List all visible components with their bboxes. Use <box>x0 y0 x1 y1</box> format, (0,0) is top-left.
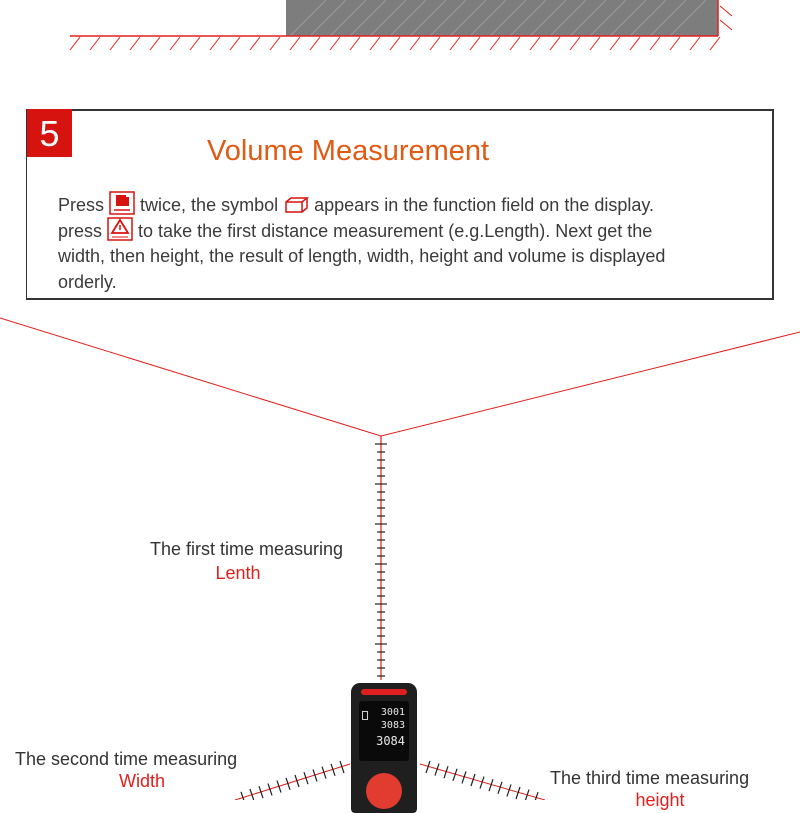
battery-icon <box>362 711 368 720</box>
step-number-badge: 5 <box>27 109 72 157</box>
third-measure-dimension: height <box>635 790 685 810</box>
first-measure-dimension: Lenth <box>215 563 261 583</box>
wall-block <box>286 0 718 36</box>
device-reading-1: 3001 <box>380 707 405 718</box>
instruction-text <box>58 191 758 295</box>
function-button-icon <box>109 191 135 215</box>
left-wall-edge <box>0 318 381 436</box>
right-wall-edge <box>381 332 800 436</box>
instruction-line-1: Press twice, the symbol appears in the function field on the display. <box>58 191 758 217</box>
volume-symbol-icon <box>283 195 309 215</box>
left-tick-marks <box>241 761 344 800</box>
right-tick-marks <box>426 761 538 800</box>
device-screen <box>359 701 409 761</box>
first-measure-label: The first time measuring <box>150 539 344 559</box>
device-top-accent <box>361 689 407 695</box>
device-reading-3: 3084 <box>376 734 405 748</box>
third-measure-label: The third time measuring <box>550 768 750 788</box>
second-measure-label: The second time measuring <box>15 749 238 769</box>
measure-button-icon <box>107 217 133 241</box>
ruler-tick <box>534 792 538 800</box>
device-measure-button[interactable] <box>366 773 402 809</box>
instruction-line-3: width, then height, the result of length, width, height and volume is displayed <box>58 246 666 266</box>
laser-distance-meter <box>351 683 417 813</box>
device-reading-2: 3083 <box>380 720 405 731</box>
instruction-line-4: orderly. <box>58 272 117 292</box>
ruler-tick <box>241 792 245 800</box>
second-measure-dimension: Width <box>118 771 165 791</box>
section-title: Volume Measurement <box>207 135 490 167</box>
instruction-line-2: press to take the first distance measurement (e.g.Length). Next get the <box>58 217 758 243</box>
